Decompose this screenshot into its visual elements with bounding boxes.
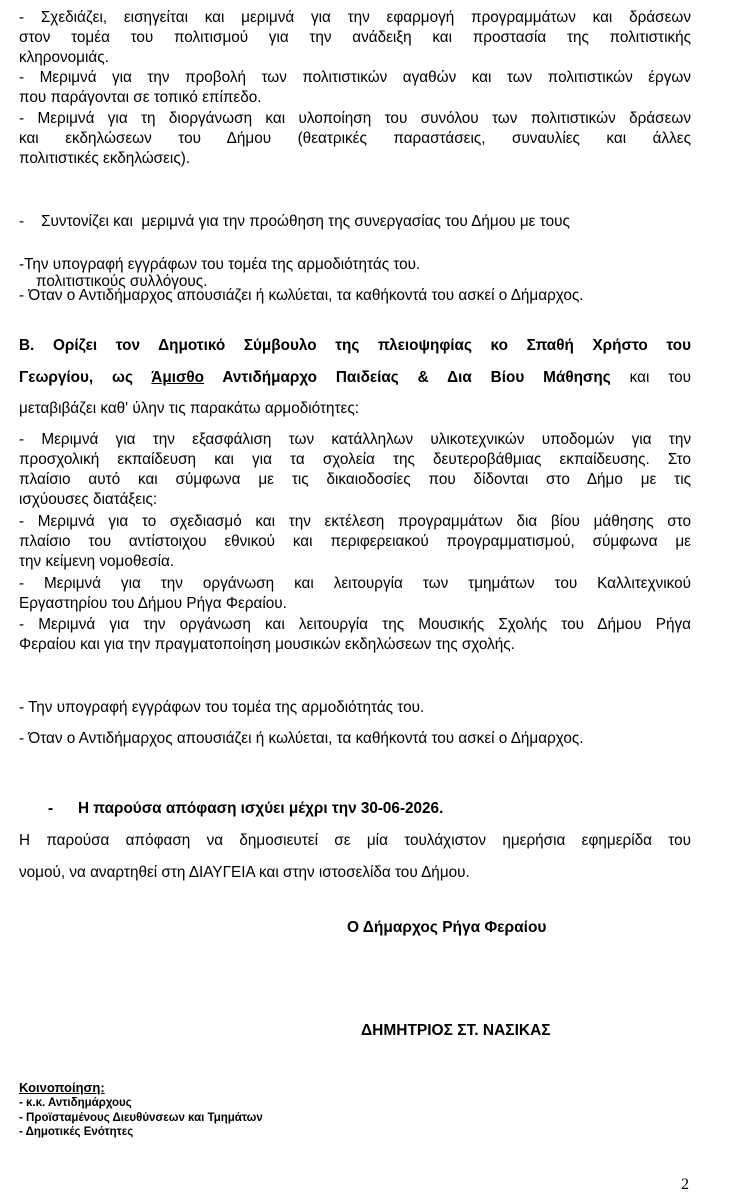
section-b-sign-documents bbox=[19, 698, 691, 718]
text-line: -Την υπογραφή εγγράφων του τομέα της αρμοδιότητάς του. bbox=[19, 256, 421, 273]
text-line: - Μεριμνά για την οργάνωση και λειτουργία των τμημάτων του Καλλιτεχνικού bbox=[19, 575, 691, 592]
signature-name: ΔΗΜΗΤΡΙΟΣ ΣΤ. ΝΑΣΙΚΑΣ bbox=[361, 1022, 551, 1039]
heading-underlined-text: Άμισθο bbox=[151, 368, 205, 386]
text-line: πλαίσιο του αντίστοιχου εθνικού και περιφερειακού προγραμματισμού, σύμφωνα με bbox=[19, 533, 691, 550]
text-line: και εκδηλώσεων του Δήμου (θεατρικές παραστάσεις, συναυλίες και άλλες bbox=[19, 130, 691, 147]
validity-text: Η παρούσα απόφαση ισχύει μέχρι την 30-06-2026. bbox=[78, 800, 444, 817]
text-line: - Μεριμνά για το σχεδιασμό και την εκτέλεση προγραμμάτων δια βίου μάθησης στο bbox=[19, 513, 691, 530]
text-line: ισχύουσες διατάξεις: bbox=[19, 491, 158, 508]
list-item: - κ.κ. Αντιδημάρχους bbox=[19, 1097, 132, 1109]
text-line: - Μεριμνά για την οργάνωση και λειτουργία της Μουσικής Σχολής του Δήμου Ρήγα bbox=[19, 616, 691, 633]
section-b-absence bbox=[19, 729, 691, 749]
text-line: - Συντονίζει και μεριμνά για την προώθηση της συνεργασίας του Δήμου με τους bbox=[19, 213, 570, 230]
text-line: - Μεριμνά για τη διοργάνωση και υλοποίηση του συνόλου των πολιτιστικών δράσεων bbox=[19, 110, 691, 127]
text-line: - Όταν ο Αντιδήμαρχος απουσιάζει ή κωλύεται, τα καθήκοντά του ασκεί ο Δήμαρχος. bbox=[19, 287, 584, 304]
text-line: κληρονομιάς. bbox=[19, 49, 109, 66]
heading-line bbox=[19, 362, 691, 394]
text-line: που παράγονται σε τοπικό επίπεδο. bbox=[19, 89, 262, 106]
section-b-paragraph-1 bbox=[19, 430, 691, 510]
section-b-heading bbox=[19, 330, 691, 425]
heading-bold-text: Γεωργίου, ως bbox=[19, 368, 152, 386]
heading-line: μεταβιβάζει καθ' ύλην τις παρακάτω αρμοδιότητες: bbox=[19, 400, 359, 417]
section-a-paragraph-3 bbox=[19, 109, 691, 169]
text-line: πολιτιστικούς συλλόγους. bbox=[19, 273, 208, 290]
text-line: Η παρούσα απόφαση να δημοσιευτεί σε μία τουλάχιστον ημερήσια εφημερίδα του bbox=[19, 832, 691, 849]
section-a-absence bbox=[19, 286, 691, 306]
text-line: πολιτιστικές εκδηλώσεις). bbox=[19, 150, 191, 167]
notification-list bbox=[19, 1079, 263, 1140]
text-line: Φεραίου και για την πραγματοποίηση μουσικών εκδηλώσεων της σχολής. bbox=[19, 636, 515, 653]
signature-role: Ο Δήμαρχος Ρήγα Φεραίου bbox=[347, 919, 547, 936]
validity-bullet: - bbox=[48, 800, 54, 817]
section-b-paragraph-4 bbox=[19, 615, 691, 655]
page-number: 2 bbox=[681, 1176, 689, 1193]
heading-bold-text: Αντιδήμαρχο Παιδείας & Δια Βίου Μάθησης bbox=[204, 368, 611, 386]
text-line: προσχολική εκπαίδευση και για τα σχολεία της δευτεροβάθμιας εκπαίδευσης. Στο bbox=[19, 451, 691, 468]
text-line: την κείμενη νομοθεσία. bbox=[19, 553, 175, 570]
text-line: - Όταν ο Αντιδήμαρχος απουσιάζει ή κωλύεται, τα καθήκοντά του ασκεί ο Δήμαρχος. bbox=[19, 730, 584, 747]
text-line: - Μεριμνά για την εξασφάλιση των κατάλληλων υλικοτεχνικών υποδομών για την bbox=[19, 431, 691, 448]
list-item: - Δημοτικές Ενότητες bbox=[19, 1126, 134, 1138]
section-b-paragraph-3 bbox=[19, 574, 691, 614]
text-line: - Σχεδιάζει, εισηγείται και μεριμνά για την εφαρμογή προγραμμάτων και δράσεων bbox=[19, 9, 691, 26]
text-line: στον τομέα του πολιτισμού για την ανάδειξη και προστασία της πολιτιστικής bbox=[19, 29, 691, 46]
heading-line: Β. Ορίζει τον Δημοτικό Σύμβουλο της πλειοψηφίας κο Σπαθή Χρήστο του bbox=[19, 337, 691, 354]
section-a-paragraph-2 bbox=[19, 68, 691, 108]
list-item: - Προϊσταμένους Διευθύνσεων και Τμημάτων bbox=[19, 1111, 263, 1124]
publication-paragraph bbox=[19, 825, 691, 888]
text-line: νομού, να αναρτηθεί στη ΔΙΑΥΓΕΙΑ και στην ιστοσελίδα του Δήμου. bbox=[19, 863, 470, 881]
text-line: - Την υπογραφή εγγράφων του τομέα της αρμοδιότητάς του. bbox=[19, 699, 425, 716]
heading-normal-text: και του bbox=[610, 368, 691, 386]
text-line: Εργαστηρίου του Δήμου Ρήγα Φεραίου. bbox=[19, 595, 287, 612]
section-a-sign-documents bbox=[19, 255, 691, 275]
section-a-paragraph-1 bbox=[19, 8, 691, 68]
text-line: - Μεριμνά για την προβολή των πολιτιστικών αγαθών και των πολιτιστικών έργων bbox=[19, 69, 691, 86]
notification-title: Κοινοποίηση: bbox=[19, 1080, 105, 1095]
text-line: πλαίσιο αυτό και σύμφωνα με τις δικαιοδοσίες που δίδονται στο Δήμο με τις bbox=[19, 471, 691, 488]
section-b-paragraph-2 bbox=[19, 512, 691, 572]
